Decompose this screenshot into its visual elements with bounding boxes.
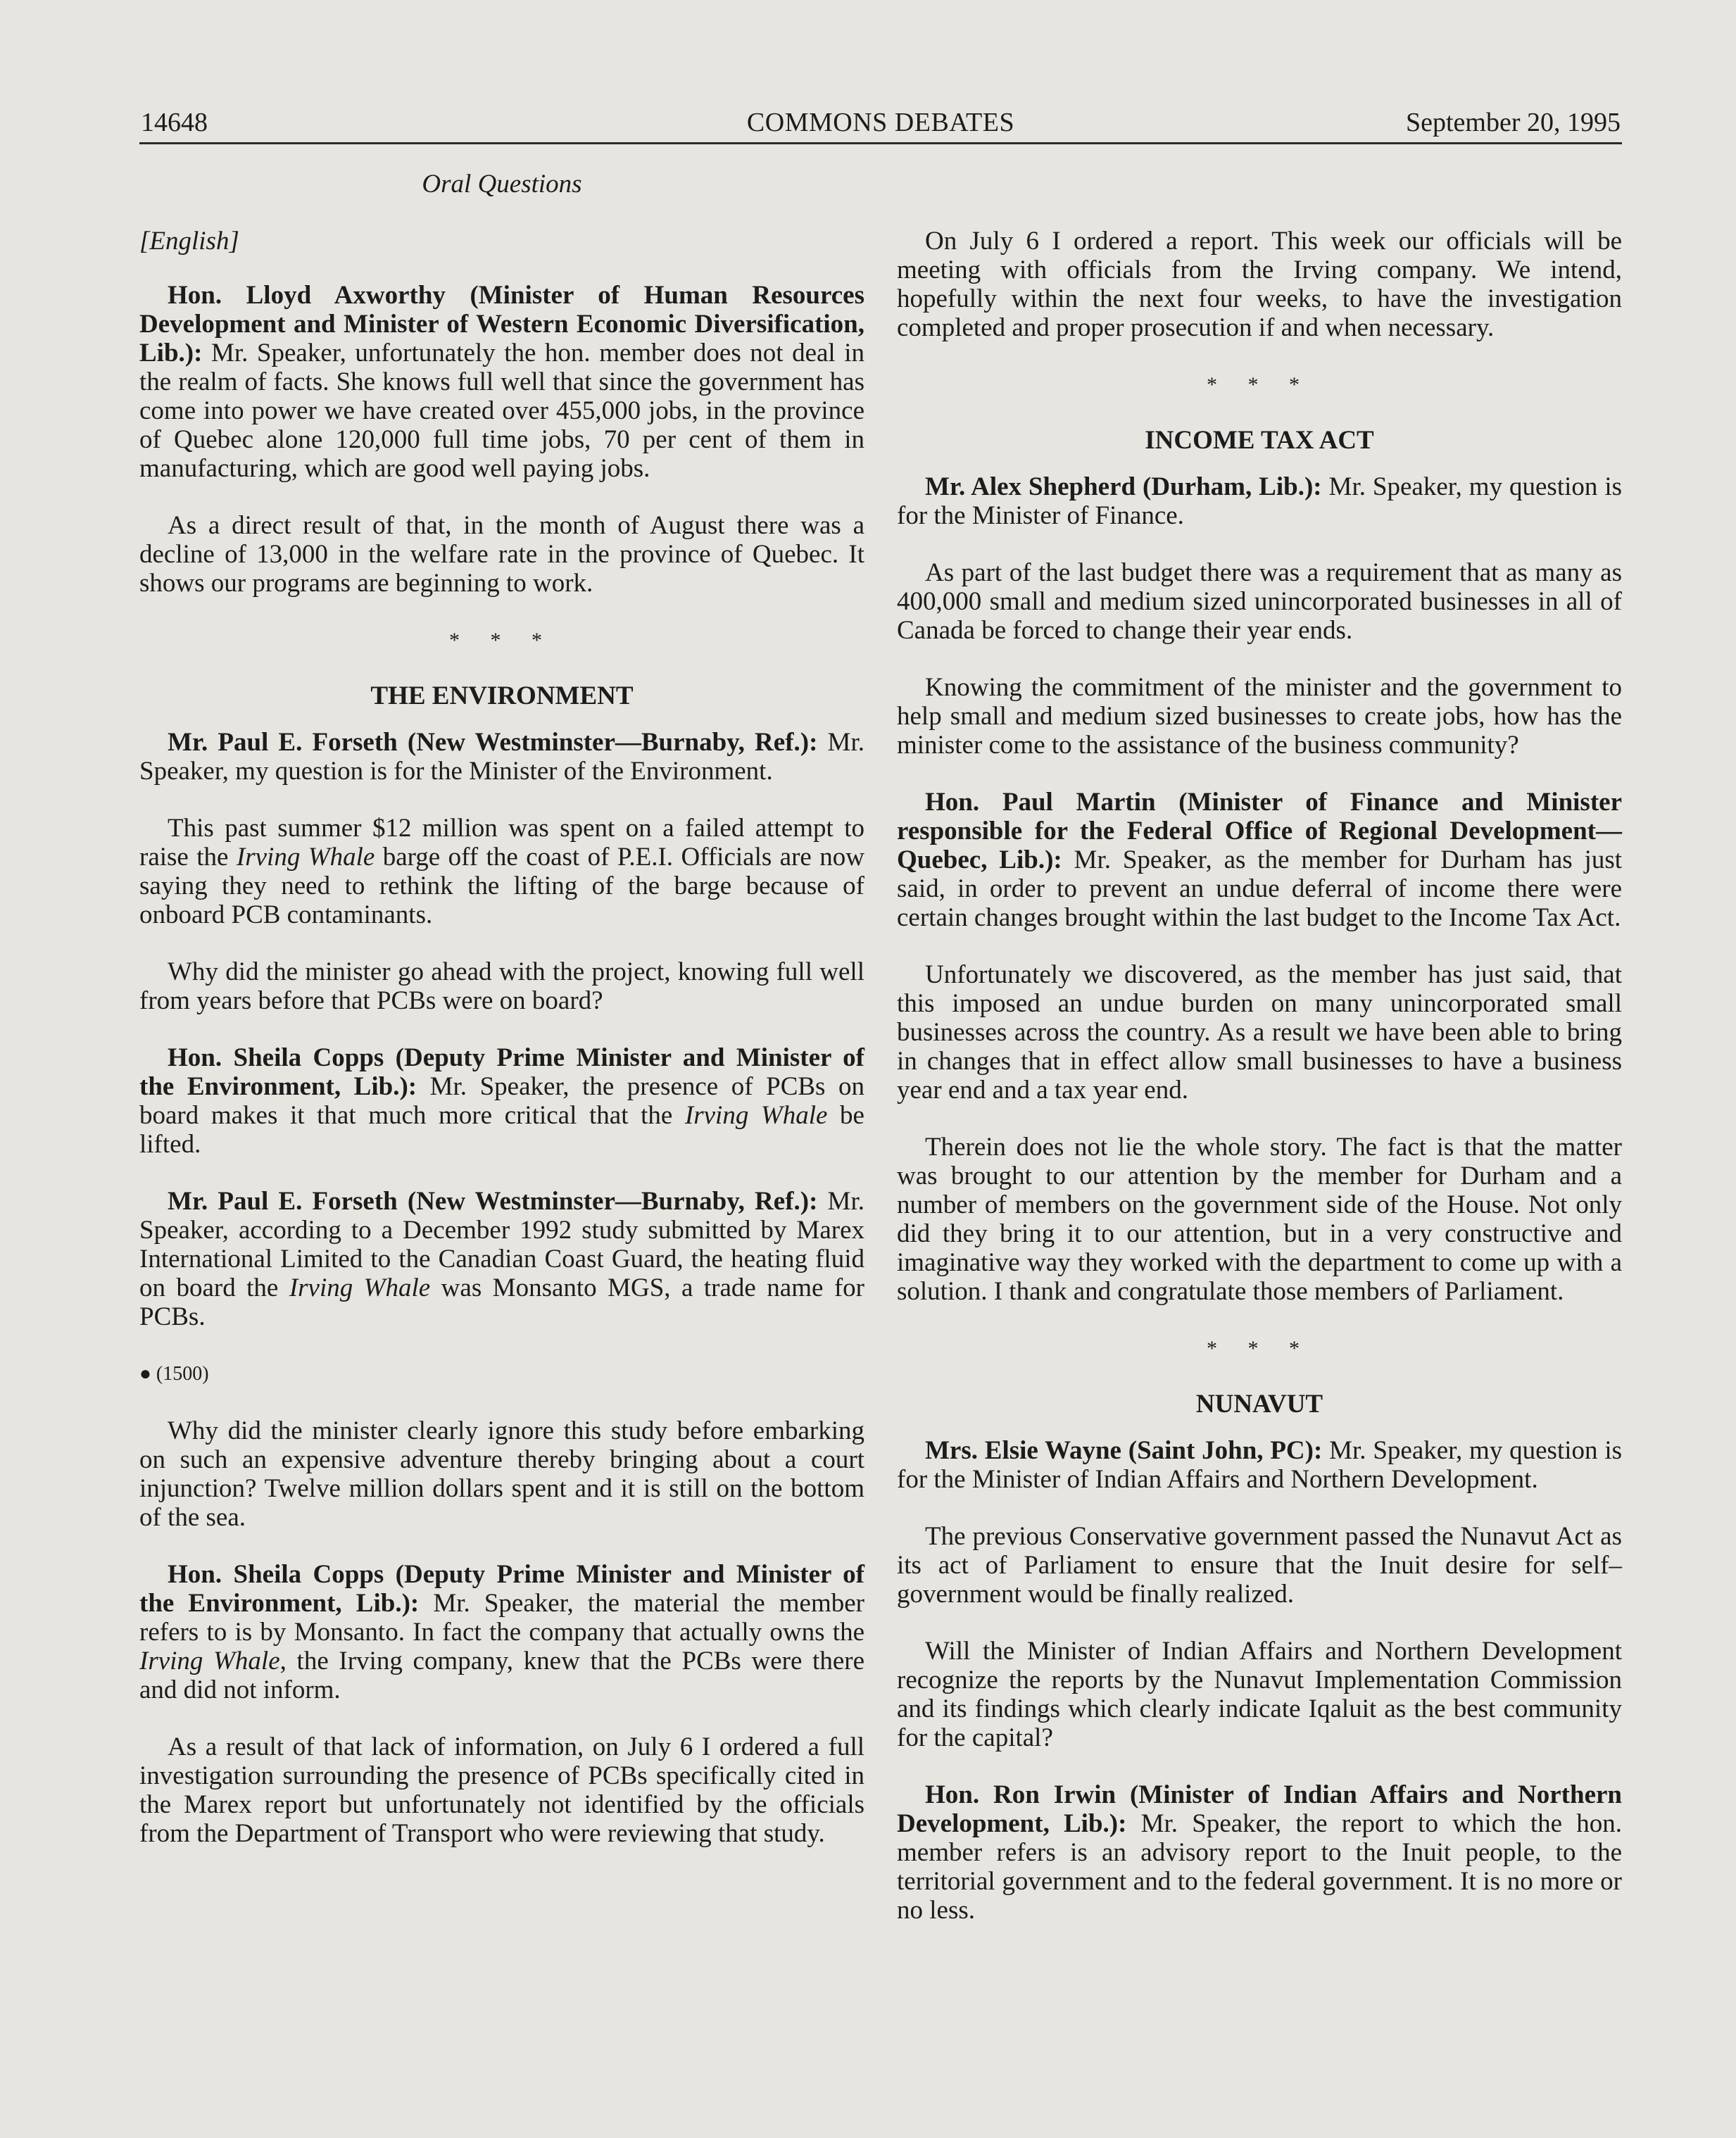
paragraph [139,281,864,483]
paragraph: Will the Minister of Indian Affairs and Northern Development recognize the reports by the Nunavut Implementation Commission and its findings which clearly indicate Iqaluit as the best community for the capital? [897,1637,1622,1752]
language-tag: [English] [139,227,239,256]
section-separator: * * * [1207,1337,1312,1360]
speaker-name: Mr. Paul E. Forseth (New Westminster—Burnaby, Ref.): [168,728,818,757]
speech-text: Mr. Speaker, my question is for the Minister of Finance. [897,472,1622,530]
speech-text: This past summer $12 million was spent on a failed attempt to raise the [139,814,864,872]
section-heading: THE ENVIRONMENT [370,681,634,710]
speech-text: Mr. Speaker, my question is for the Minister of the Environment. [139,728,864,786]
paragraph: Why did the minister go ahead with the project, knowing full well from years before that PCBs were on board? [139,957,864,1015]
paragraph: As a result of that lack of information, on July 6 I ordered a full investigation surrounding the presence of PCBs specifically cited in the Marex report but unfortunately not identified by the officials from the Department of Transport who were reviewing that study. [139,1733,864,1848]
section-heading: NUNAVUT [1195,1390,1323,1419]
speech-text: Mr. Speaker, as the member for Durham has just said, in order to prevent an undue deferral of income there were certain changes brought within the last budget to the Income Tax Act. [897,845,1622,932]
speaker-name: Hon. Paul Martin (Minister of Finance and Minister responsible for the Federal Office of Regional Development—Quebec, Lib.): [897,788,1622,874]
speech-text: Mr. Speaker, unfortunately the hon. member does not deal in the realm of facts. She knows full well that since the government has come into power we have created over 455,000 jobs, in the province of Quebec alone 120,000 full time jobs, 70 per cent of them in manufacturing, which are good well paying jobs. [139,339,864,483]
running-head: Oral Questions [422,170,582,199]
section-separator: * * * [1207,373,1312,396]
paragraph: Unfortunately we discovered, as the member has just said, that this imposed an undue burden on many unincorporated small businesses across the country. As a result we have been able to bring in changes that in effect allow small businesses to have a business year end and a tax year end. [897,960,1622,1105]
vessel-name: Irving Whale [684,1101,828,1130]
speaker-name: Hon. Sheila Copps (Deputy Prime Minister and Minister of the Environment, Lib.): [139,1043,864,1101]
speech-text: Mr. Speaker, the report to which the hon. member refers is an advisory report to the Inuit people, to the territorial government and to the federal government. It is no more or no less. [897,1809,1622,1925]
time-stamp: (1500) [156,1363,209,1385]
vessel-name: Irving Whale [236,843,375,872]
paragraph [897,1780,1622,1925]
speech-text: be lifted. [139,1101,864,1159]
paragraph: On July 6 I ordered a report. This week our officials will be meeting with officials from the Irving company. We intend, hopefully within the next four weeks, to have the investigation completed and proper prosecution if and when necessary. [897,227,1622,342]
bullet-icon: ● [139,1363,151,1385]
paragraph [139,1043,864,1159]
section-heading: INCOME TAX ACT [1145,426,1374,455]
vessel-name: Irving Whale [289,1274,431,1302]
left-column [139,169,864,1876]
speaker-name: Hon. Lloyd Axworthy (Minister of Human Resources Development and Minister of Western Economic Diversification, Lib.): [139,281,864,367]
paragraph: As a direct result of that, in the month of August there was a decline of 13,000 in the welfare rate in the province of Quebec. It shows our programs are beginning to work. [139,511,864,598]
speaker-name: Hon. Sheila Copps (Deputy Prime Minister and Minister of the Environment, Lib.): [139,1560,864,1618]
speech-text: , the Irving company, knew that the PCBs were there and did not inform. [139,1647,864,1704]
speech-text: Mr. Speaker, according to a December 1992 study submitted by Marex International Limited to the Canadian Coast Guard, the heating fluid on board the [139,1187,864,1302]
paragraph: Why did the minister clearly ignore this study before embarking on such an expensive adventure thereby bringing about a court injunction? Twelve million dollars spent and it is still on the bottom of the sea. [139,1416,864,1532]
page-number: 14648 [141,108,208,137]
speech-text: was Monsanto MGS, a trade name for PCBs. [139,1274,865,1331]
speaker-name: Mr. Alex Shepherd (Durham, Lib.): [925,472,1322,501]
page-header [139,103,1622,144]
paragraph [897,1436,1622,1494]
speaker-name: Mrs. Elsie Wayne (Saint John, PC): [925,1436,1323,1465]
publication-title: COMMONS DEBATES [746,108,1015,137]
paragraph: As part of the last budget there was a requirement that as many as 400,000 small and medium sized unincorporated businesses in all of Canada be forced to change their year ends. [897,558,1622,645]
vessel-name: Irving Whale [139,1647,280,1675]
paragraph [139,728,864,786]
paragraph [139,1187,864,1331]
publication-date: September 20, 1995 [1405,108,1621,137]
speech-text: barge off the coast of P.E.I. Officials are now saying they need to rethink the lifting of the barge because of onboard PCB contaminants. [139,843,864,929]
paragraph: The previous Conservative government passed the Nunavut Act as its act of Parliament to ensure that the Inuit desire for self–government would be finally realized. [897,1522,1622,1609]
speech-text: Mr. Speaker, the material the member refers to is by Monsanto. In fact the company that actually owns the [139,1589,865,1647]
paragraph [897,472,1622,530]
speech-text: Mr. Speaker, my question is for the Minister of Indian Affairs and Northern Development. [897,1436,1622,1494]
paragraph [897,788,1622,932]
speaker-name: Hon. Ron Irwin (Minister of Indian Affairs and Northern Development, Lib.): [897,1780,1622,1838]
paragraph [139,1560,864,1704]
paragraph: Therein does not lie the whole story. The fact is that the matter was brought to our attention by the member for Durham and a number of members on the government side of the House. Not only did they bring it to our attention, but in a very constructive and imaginative way they worked with the department to come up with a solution. I thank and congratulate those members of Parliament. [897,1133,1622,1306]
right-column [897,227,1622,1953]
speaker-name: Mr. Paul E. Forseth (New Westminster—Burnaby, Ref.): [168,1187,818,1216]
time-marker [139,1359,864,1388]
paragraph [139,814,864,929]
speech-text: Mr. Speaker, the presence of PCBs on board makes it that much more critical that the [139,1072,864,1130]
section-separator: * * * [449,629,555,652]
paragraph: Knowing the commitment of the minister and the government to help small and medium sized businesses to create jobs, how has the minister come to the assistance of the business community? [897,673,1622,760]
